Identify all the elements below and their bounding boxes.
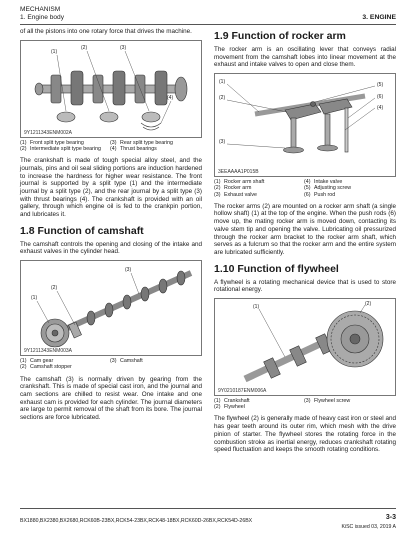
callout-5: (5)	[377, 82, 384, 89]
camshaft-intro-paragraph: The camshaft controls the opening and closing of the intake and exhaust valves in the cylinder head.	[20, 240, 202, 256]
camshaft-figure	[20, 260, 202, 356]
legend-text: Cam gear	[30, 358, 54, 365]
legend-number: (2)	[214, 404, 221, 411]
legend-number: (3)	[110, 358, 117, 365]
camshaft-illustration	[21, 261, 201, 357]
flywheel-figure	[214, 298, 396, 396]
callout-2: (2)	[51, 285, 58, 292]
legend-number: (1)	[214, 179, 221, 186]
footer-rule	[20, 508, 396, 509]
legend-text: Push rod	[314, 191, 336, 198]
callout-4: (4)	[377, 105, 384, 112]
legend-number: (3)	[214, 191, 221, 198]
camshaft-heading: 1.8 Function of camshaft	[20, 224, 144, 237]
page-number: 3-3	[385, 514, 396, 521]
crankshaft-illustration	[21, 41, 201, 139]
legend-number: (1)	[20, 358, 27, 365]
chapter-name: 3. ENGINE	[362, 14, 396, 21]
rocker-arm-illustration	[215, 74, 395, 178]
section-name: MECHANISM	[20, 6, 61, 13]
rocker-intro-paragraph: The rocker arm is an oscillating lever that conveys radial movement from the camshaft lobes into linear movement at the exhaust and intake valves to open and close them.	[214, 46, 396, 69]
rocker-arm-heading: 1.9 Function of rocker arm	[214, 30, 346, 42]
running-header	[20, 6, 64, 22]
crankshaft-paragraph: The crankshaft is made of tough special alloy steel, and the journals, pins and oil seal sliding portions are induction hardened to increase the hardness for higher wear resistance. The front journal is supported by a split type (1) and the intermediate journal by a split type (2), and the rear journal by a split type (3) with thrust bearings (4). The crankshaft is provided with an oil gallery, through which engine oil is fed to the crankpin portion, and lubricates it.	[20, 157, 202, 219]
legend-number: (4)	[304, 179, 311, 186]
legend-text: Exhaust valve	[224, 191, 257, 198]
right-column	[214, 28, 396, 458]
crankshaft-legend	[20, 140, 202, 152]
legend-number: (1)	[20, 139, 27, 146]
rocker-arm-figure	[214, 73, 396, 177]
callout-2: (2)	[81, 44, 88, 51]
figure-id: 3EEAAAA1P015B	[218, 169, 259, 176]
left-column	[20, 28, 202, 426]
callout-2: (2)	[219, 95, 226, 102]
legend-text: Adjusting screw	[314, 185, 352, 192]
legend-number: (5)	[304, 185, 311, 192]
crankshaft-figure	[20, 40, 202, 138]
callout-3: (3)	[219, 139, 226, 146]
flywheel-legend	[214, 398, 396, 410]
subsection-name: 1. Engine body	[20, 14, 64, 21]
legend-number: (3)	[304, 398, 311, 405]
legend-text: Camshaft stopper	[30, 364, 72, 371]
header-rule	[20, 24, 396, 25]
callout-1: (1)	[253, 304, 260, 311]
callout-1: (1)	[219, 79, 226, 86]
legend-text: Front split type bearing	[30, 139, 84, 146]
callout-2: (2)	[365, 301, 372, 308]
legend-text	[120, 364, 202, 370]
legend-text: Flywheel screw	[314, 398, 351, 405]
intro-paragraph: of all the pistons into one rotary force that drives the machine.	[20, 28, 192, 35]
legend-number: (6)	[304, 191, 311, 198]
legend-text: Thrust bearings	[120, 145, 157, 152]
legend-text	[314, 404, 396, 410]
legend-number: (2)	[214, 185, 221, 192]
legend-number	[110, 364, 120, 370]
flywheel-illustration	[215, 299, 395, 397]
figure-id: 9Y1211343ENM003A	[24, 348, 72, 355]
legend-text: Camshaft	[120, 358, 143, 365]
legend-text: Intake valve	[314, 179, 343, 186]
legend-number: (4)	[110, 145, 117, 152]
figure-id: 9Y1211343ENM002A	[24, 129, 72, 136]
legend-text: Crankshaft	[224, 398, 250, 405]
callout-3: (3)	[120, 44, 127, 51]
flywheel-paragraph: The flywheel (2) is generally made of heavy cast iron or steel and has gear teeth around its outer rim, which mesh with the drive pinion of starter. The flywheel stores the rotating force in the combustion stroke as inertial energy, reduces crankshaft rotating speed fluctuation and keeps the smooth rotating conditions.	[214, 415, 396, 454]
legend-text: Rocker arm shaft	[224, 179, 265, 186]
flywheel-heading: 1.10 Function of flywheel	[214, 262, 339, 275]
callout-6: (6)	[377, 94, 384, 101]
camshaft-paragraph: The camshaft (3) is normally driven by gearing from the crankshaft. This is made of special cast iron, and the journal and cam sections are chilled to resist wear. One intake and one exhaust cam is provided for each cylinder. The journal diameters are large to permit removal of the shaft from its bore. The journal sections are force lubricated.	[20, 375, 202, 422]
legend-number: (3)	[110, 139, 117, 146]
camshaft-legend	[20, 358, 202, 370]
callout-3: (3)	[125, 267, 132, 274]
flywheel-intro-paragraph: A flywheel is a rotating mechanical device that is used to store rotational energy.	[214, 278, 396, 294]
legend-text: Rear split type bearing	[120, 139, 173, 146]
callout-1: (1)	[51, 48, 58, 55]
legend-number: (2)	[20, 364, 27, 371]
legend-number	[304, 404, 314, 410]
legend-text: Flywheel	[224, 404, 245, 411]
legend-number: (2)	[20, 145, 27, 152]
rocker-arm-paragraph: The rocker arms (2) are mounted on a rocker arm shaft (a single hollow shaft) (1) at the top of the engine. When the push rods (6) move up, the mating rocker arm is moved down, contacting its valve stem tip and opening the valve. Lubricating oil pressurized through the rocker arm bracket to the rocker arm shaft, which serves as a fulcrum so that the rocker arm and the entire system are lubricated sufficiently.	[214, 202, 396, 256]
legend-number: (1)	[214, 398, 221, 405]
legend-text: Intermediate split type bearing	[30, 145, 101, 152]
callout-4: (4)	[167, 94, 174, 101]
issue-label: KiSC issued 03, 2019 A	[341, 524, 396, 530]
figure-id: 9Y0210187ENM006A	[218, 388, 267, 395]
legend-text: Rocker arm	[224, 185, 252, 192]
rocker-arm-legend	[214, 179, 396, 198]
model-list: BX1880,BX2380,BX2680,RCK60B-23BX,RCK54-23BX,RCK48-18BX,RCK60D-26BX,RCK54D-26BX	[20, 518, 253, 524]
callout-1: (1)	[31, 295, 38, 302]
